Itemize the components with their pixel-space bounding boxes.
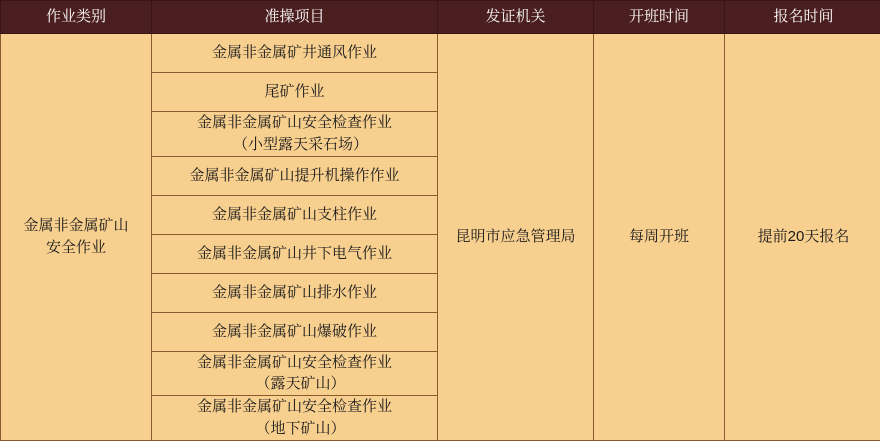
item-cell [152, 234, 438, 273]
item-cell [152, 396, 438, 441]
item-label: 金属非金属矿山爆破作业 [211, 322, 377, 340]
category-line-2: 安全作业 [45, 238, 106, 256]
item-label: 金属非金属矿山安全检查作业 [196, 353, 392, 371]
item-cell [152, 73, 438, 112]
agency-cell: 昆明市应急管理局 [438, 34, 594, 441]
item-label: 金属非金属矿山支柱作业 [211, 205, 377, 223]
item-label: 金属非金属矿山安全检查作业 [196, 398, 392, 415]
item-label: 金属非金属矿井通风作业 [211, 44, 377, 62]
table-body [1, 34, 880, 441]
item-label-sub: （露天矿山） [255, 375, 346, 393]
item-cell [152, 351, 438, 396]
item-label: 金属非金属矿山安全检查作业 [196, 114, 392, 131]
item-cell [152, 34, 438, 73]
item-cell [152, 112, 438, 157]
signup-time-cell: 提前20天报名 [725, 34, 880, 441]
category-cell [1, 34, 152, 441]
table-header-row [1, 1, 880, 34]
column-header-start-time: 开班时间 [594, 1, 725, 34]
category-line-1: 金属非金属矿山 [23, 217, 129, 234]
table-row [1, 34, 880, 73]
start-time-cell: 每周开班 [594, 34, 725, 441]
item-cell [152, 312, 438, 351]
item-cell [152, 273, 438, 312]
column-header-signup-time: 报名时间 [725, 1, 880, 34]
item-label: 金属非金属矿山提升机操作作业 [189, 166, 400, 184]
item-label: 金属非金属矿山井下电气作业 [196, 244, 392, 262]
column-header-item: 准操项目 [152, 1, 438, 34]
column-header-agency: 发证机关 [438, 1, 594, 34]
item-cell [152, 195, 438, 234]
table-header [1, 1, 880, 34]
item-label: 金属非金属矿山排水作业 [211, 283, 377, 301]
item-label-sub: （地下矿山） [255, 419, 346, 437]
column-header-category: 作业类别 [1, 1, 152, 34]
item-label-sub: （小型露天采石场） [232, 135, 368, 153]
item-cell [152, 156, 438, 195]
item-label: 尾矿作业 [264, 83, 325, 101]
